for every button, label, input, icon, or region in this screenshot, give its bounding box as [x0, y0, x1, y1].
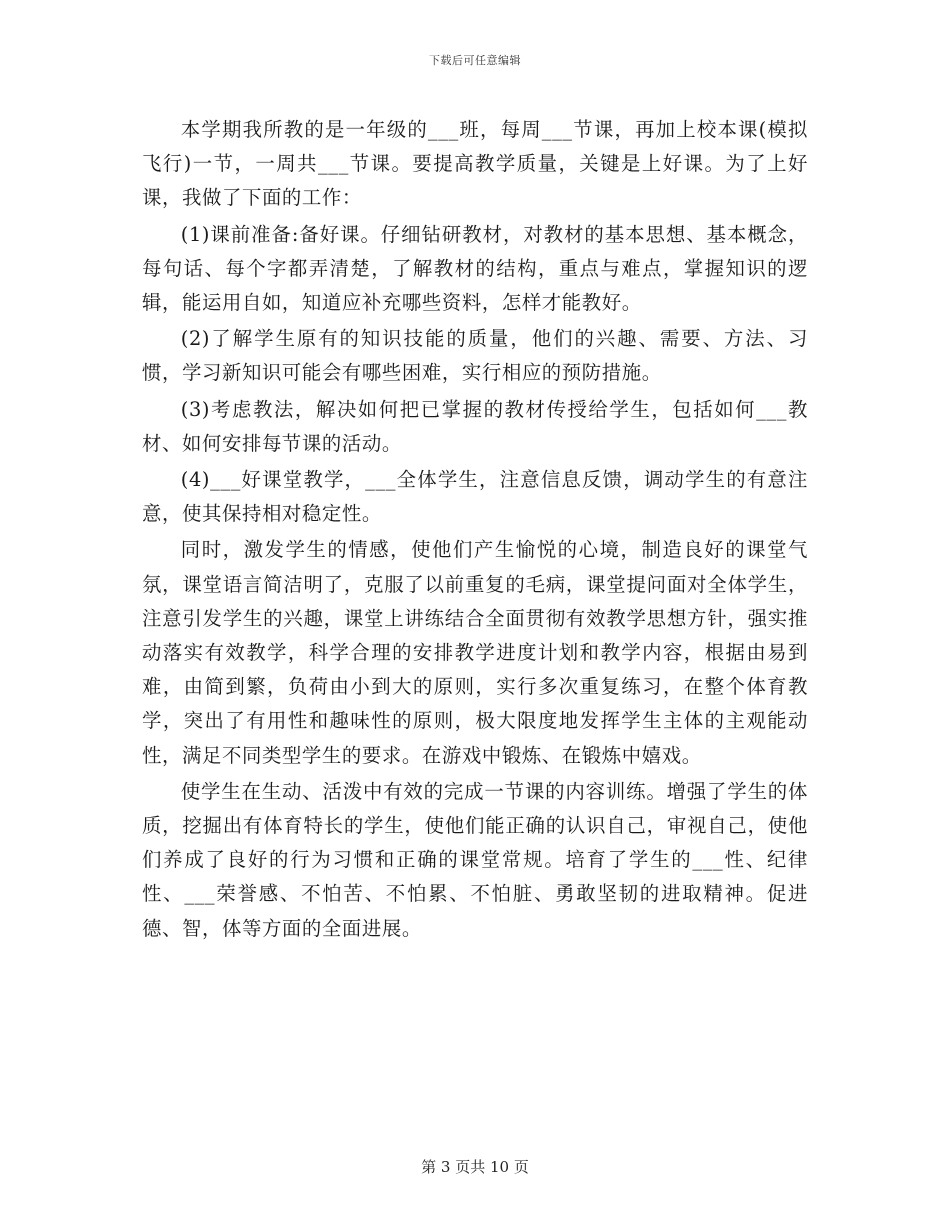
paragraph-item-2: (2)了解学生原有的知识技能的质量，他们的兴趣、需要、方法、习惯，学习新知识可能会有哪些困难，实行相应的预防措施。 — [142, 327, 808, 385]
paragraph-item-3: (3)考虑教法，解决如何把已掌握的教材传授给学生，包括如何___教材、如何安排每节课的活动。 — [142, 397, 808, 455]
paragraph-intro: 本学期我所教的是一年级的___班，每周___节课，再加上校本课(模拟飞行)一节，一周共___节课。要提高教学质量，关键是上好课。为了上好课，我做了下面的工作： — [142, 118, 808, 210]
paragraph-outcomes: 使学生在生动、活泼中有效的完成一节课的内容训练。增强了学生的体质，挖掘出有体育特长的学生，使他们能正确的认识自己，审视自己，使他们养成了良好的行为习惯和正确的课堂常规。培育了学生的___性、纪律性、___荣誉感、不怕苦、不怕累、不怕脏、勇敢坚韧的进取精神。促进德、智，体等方面的全面进展。 — [142, 779, 808, 940]
paragraph-item-4: (4)___好课堂教学，___全体学生，注意信息反馈，调动学生的有意注意，使其保持相对稳定性。 — [142, 468, 808, 526]
page-number: 第 3 页共 10 页 — [421, 1158, 529, 1176]
paragraph-item-1: (1)课前准备:备好课。仔细钻研教材，对教材的基本思想、基本概念，每句话、每个字都弄清楚，了解教材的结构，重点与难点，掌握知识的逻辑，能运用自如，知道应补充哪些资料，怎样才能教好。 — [142, 222, 808, 315]
paragraph-classroom: 同时，激发学生的情感，使他们产生愉悦的心境，制造良好的课堂气氛，课堂语言简洁明了，克服了以前重复的毛病，课堂提问面对全体学生，注意引发学生的兴趣，课堂上讲练结合全面贯彻有效教学思想方针，强实推动落实有效教学，科学合理的安排教学进度计划和教学内容，根据由易到难，由简到繁，负荷由小到大的原则，实行多次重复练习，在整个体育教学，突出了有用性和趣味性的原则，极大限度地发挥学生主体的主观能动性，满足不同类型学生的要求。在游戏中锻炼、在锻炼中嬉戏。 — [142, 538, 808, 767]
page-header: 下载后可任意编辑 — [429, 54, 521, 67]
document-body — [142, 113, 808, 948]
